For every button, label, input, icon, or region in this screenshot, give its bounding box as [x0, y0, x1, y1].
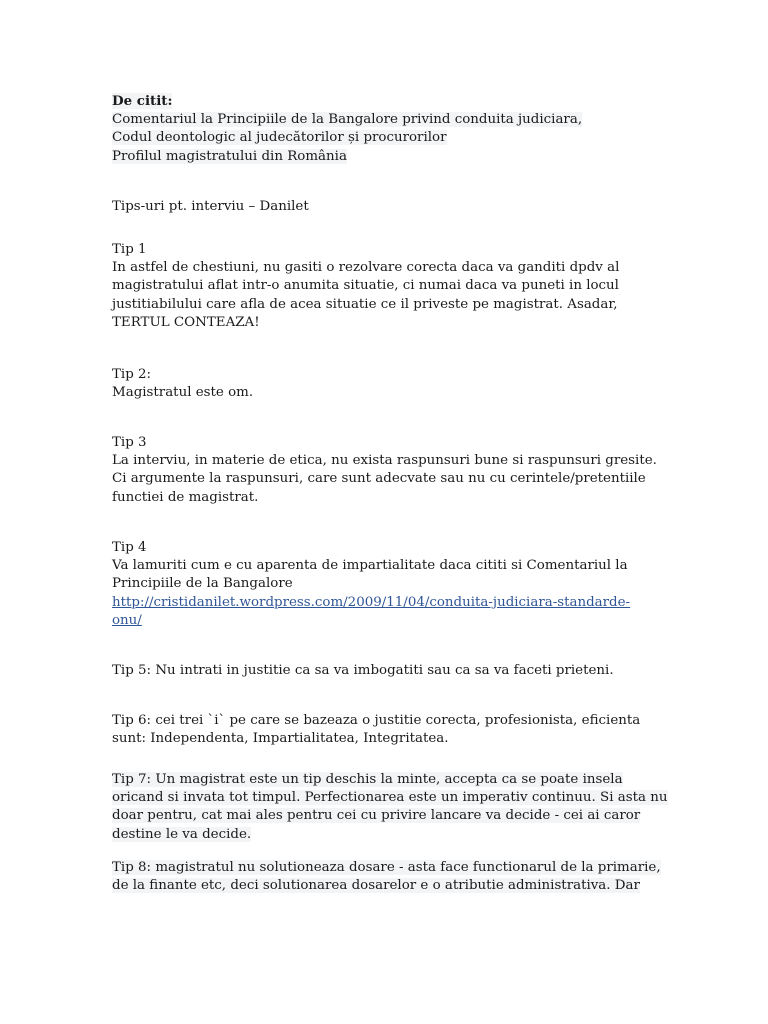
tip-7-line-1: Tip 7: Un magistrat este un tip deschis la minte, accepta ca se poate insela: [112, 772, 623, 787]
tip-6: [112, 712, 672, 748]
tip-1-label: Tip 1: [112, 242, 147, 257]
tip-1-line-2: magistratului aflat intr-o anumita situatie, ci numai daca va puneti in locul: [112, 278, 619, 294]
reading-list: [112, 92, 672, 166]
tip-6-line-1: Tip 6: cei trei `i` pe care se bazeaza o justitie corecta, profesionista, eficienta: [112, 713, 641, 728]
tip-1: [112, 241, 672, 332]
tip-7-line-4: destine le va decide.: [112, 826, 252, 842]
tip-4: [112, 539, 672, 630]
tip-4-link-line-1[interactable]: http://cristidanilet.wordpress.com/2009/11/04/conduita-judiciara-standarde-: [112, 594, 631, 610]
tip-4-line-1: Va lamuriti cum e cu aparenta de impartialitate daca cititi si Comentariul la: [112, 558, 628, 574]
reading-item-1: Comentariul la Principiile de la Bangalore privind conduita judiciara,: [112, 112, 583, 128]
tip-3-line-2: Ci argumente la raspunsuri, care sunt adecvate sau nu cu cerintele/pretentiile: [112, 471, 646, 487]
tip-8-line-1: Tip 8: magistratul nu solutioneaza dosare - asta face functionarul de la primarie,: [112, 860, 661, 875]
tip-1-line-4: TERTUL CONTEAZA!: [112, 314, 260, 330]
tip-5-line-1: Tip 5: Nu intrati in justitie ca sa va imbogatiti sau ca sa va faceti prieteni.: [112, 663, 614, 678]
tip-4-line-2: Principiile de la Bangalore: [112, 576, 293, 592]
tip-8: [112, 859, 672, 895]
tip-3: [112, 434, 672, 507]
reading-item-3: Profilul magistratului din România: [112, 148, 347, 164]
tip-2-line-1: Magistratul este om.: [112, 385, 254, 401]
tip-1-line-3: justitiabilului care afla de acea situatie ce il priveste pe magistrat. Asadar,: [112, 296, 618, 312]
tip-7-line-3: doar pentru, cat mai ales pentru cei cu privire lancare va decide - cei ai caror: [112, 808, 641, 824]
tip-2-label: Tip 2:: [112, 367, 152, 382]
tip-6-line-2: sunt: Independenta, Impartialitatea, Integritatea.: [112, 731, 449, 747]
tip-2: [112, 366, 672, 402]
tip-3-label: Tip 3: [112, 435, 147, 450]
tip-8-line-2: de la finante etc, deci solutionarea dosarelor e o atributie administrativa. Dar: [112, 878, 640, 894]
tip-1-line-1: In astfel de chestiuni, nu gasiti o rezolvare corecta daca va ganditi dpdv al: [112, 260, 620, 276]
tip-7: [112, 771, 672, 844]
tip-3-line-1: La interviu, in materie de etica, nu exista raspunsuri bune si raspunsuri gresite.: [112, 453, 657, 469]
tip-3-line-3: functiei de magistrat.: [112, 489, 259, 505]
tips-title: [112, 198, 672, 216]
reading-item-2: Codul deontologic al judecătorilor și procurorilor: [112, 130, 447, 146]
tips-title-text: Tips-uri pt. interviu – Danilet: [112, 199, 309, 214]
tip-4-link-line-2[interactable]: onu/: [112, 612, 142, 628]
tip-4-label: Tip 4: [112, 540, 147, 555]
tip-5: [112, 662, 672, 680]
reading-heading: De citit:: [112, 93, 173, 109]
tip-7-line-2: oricand si invata tot timpul. Perfectionarea este un imperativ continuu. Si asta nu: [112, 790, 668, 806]
